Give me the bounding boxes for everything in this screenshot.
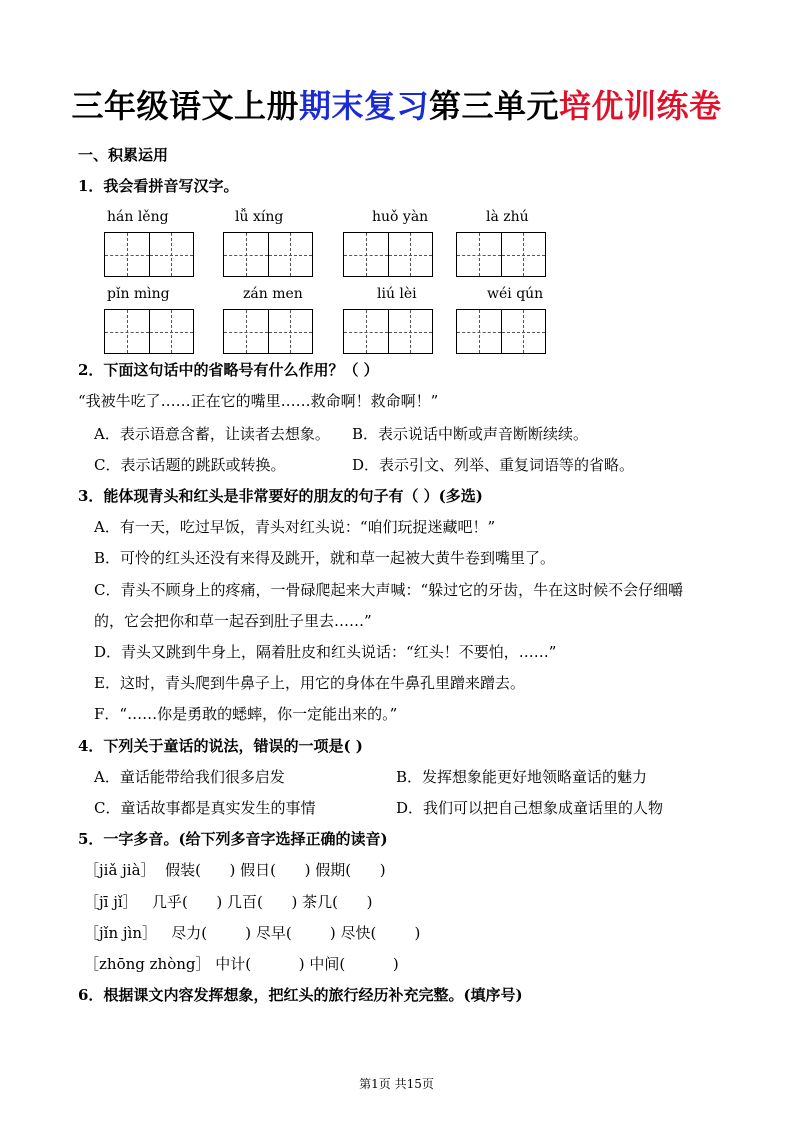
writing-grid-4[interactable] [456,232,546,277]
question-5-row-3[interactable]: ［jǐn jìn］ 尽力( ) 尽早( ) 尽快( ) [84,924,421,942]
question-4-label: 4．下列关于童话的说法，错误的一项是( ) [78,737,363,755]
question-1-label: 1．我会看拼音写汉字。 [78,177,239,195]
grid-cell[interactable] [268,233,313,276]
pinyin-3: huǒ yàn [372,209,429,225]
grid-cell[interactable] [501,310,546,353]
question-4-option-b[interactable]: B．发挥想象能更好地领略童话的魅力 [396,768,648,786]
writing-grid-7[interactable] [343,309,433,354]
question-5-label: 5．一字多音。(给下列多音字选择正确的读音) [78,830,388,848]
title-part-unit: 第三单元 [429,87,560,125]
writing-grid-8[interactable] [456,309,546,354]
grid-cell[interactable] [105,310,149,353]
page-title [0,84,793,128]
writing-grid-6[interactable] [223,309,313,354]
question-2-option-c[interactable]: C．表示话题的跳跃或转换。 [94,456,286,474]
writing-grid-5[interactable] [104,309,194,354]
question-6-label: 6．根据课文内容发挥想象，把红头的旅行经历补充完整。(填序号) [78,986,523,1004]
pinyin-4: là zhú [486,209,529,225]
writing-grid-3[interactable] [343,232,433,277]
question-3-option-c-continued[interactable]: 的，它会把你和草一起吞到肚子里去……” [94,612,372,630]
pinyin-6: zán men [243,286,303,302]
question-3-label: 3．能体现青头和红头是非常要好的朋友的句子有（ ）(多选) [78,487,483,505]
question-2-option-a[interactable]: A．表示语意含蓄，让读者去想象。 [94,425,330,443]
question-3-option-d[interactable]: D．青头又跳到牛身上，隔着肚皮和红头说话：“红头！不要怕，……” [94,643,557,661]
question-2-label: 2．下面这句话中的省略号有什么作用？（ ） [78,361,379,379]
page-footer: 第1页 共15页 [359,1077,434,1091]
grid-cell[interactable] [224,233,268,276]
question-3-option-a[interactable]: A．有一天，吃过早饭，青头对红头说：“咱们玩捉迷藏吧！” [94,518,496,536]
grid-cell[interactable] [344,233,388,276]
title-part-grade: 三年级语文上册 [71,87,299,125]
question-2-option-b[interactable]: B．表示说话中断或声音断断续续。 [352,425,589,443]
title-part-training: 培优训练卷 [559,87,722,125]
question-3-option-c[interactable]: C．青头不顾身上的疼痛，一骨碌爬起来大声喊：“躲过它的牙齿，牛在这时候不会仔细嚼 [94,581,684,599]
question-3-option-f[interactable]: F．“……你是勇敢的蟋蟀，你一定能出来的。” [94,705,398,723]
question-2-quote: “我被牛吃了……正在它的嘴里……救命啊！救命啊！” [78,392,439,410]
grid-cell[interactable] [268,310,313,353]
question-4-option-c[interactable]: C．童话故事都是真实发生的事情 [94,799,316,817]
pinyin-1: hán lěng [107,209,169,225]
question-5-row-1[interactable]: ［jiǎ jià］ 假装( ) 假日( ) 假期( ) [84,861,386,879]
grid-cell[interactable] [457,233,501,276]
question-5-row-2[interactable]: ［jī jǐ］ 几乎( ) 几百( ) 茶几( ) [84,893,373,911]
grid-cell[interactable] [388,310,433,353]
grid-cell[interactable] [388,233,433,276]
grid-cell[interactable] [501,233,546,276]
title-part-review: 期末复习 [298,87,429,125]
grid-cell[interactable] [105,233,149,276]
section-heading: 一、积累运用 [78,146,169,164]
grid-cell[interactable] [149,233,194,276]
question-4-option-d[interactable]: D．我们可以把自己想象成童话里的人物 [396,799,664,817]
pinyin-2: lǚ xíng [235,209,284,225]
question-2-option-d[interactable]: D．表示引文、列举、重复词语等的省略。 [352,456,635,474]
pinyin-5: pǐn mìng [107,286,170,302]
grid-cell[interactable] [224,310,268,353]
grid-cell[interactable] [457,310,501,353]
question-4-option-a[interactable]: A．童话能带给我们很多启发 [94,768,285,786]
writing-grid-1[interactable] [104,232,194,277]
pinyin-8: wéi qún [487,286,544,302]
question-3-option-e[interactable]: E．这时，青头爬到牛鼻子上，用它的身体在牛鼻孔里蹭来蹭去。 [94,674,525,692]
question-5-row-4[interactable]: ［zhōng zhòng］ 中计( ) 中间( ) [84,955,399,973]
pinyin-7: liú lèi [377,286,417,302]
question-3-option-b[interactable]: B．可怜的红头还没有来得及跳开，就和草一起被大黄牛卷到嘴里了。 [94,549,556,567]
grid-cell[interactable] [344,310,388,353]
writing-grid-2[interactable] [223,232,313,277]
grid-cell[interactable] [149,310,194,353]
